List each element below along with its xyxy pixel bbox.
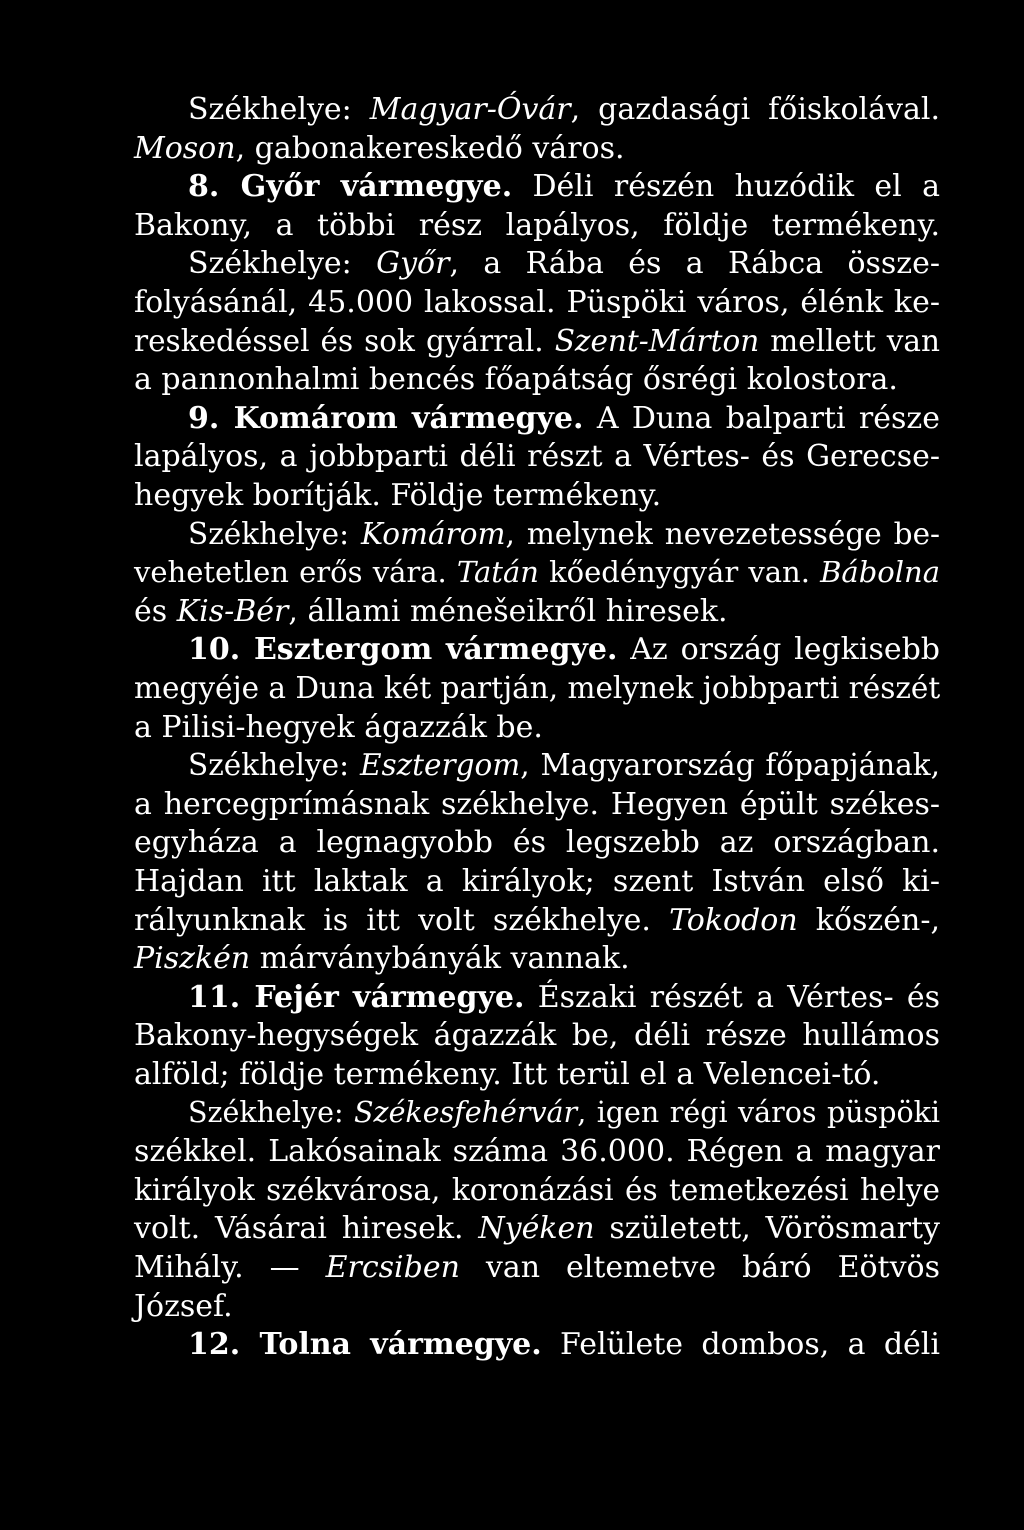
text-run: kőedénygyár van. bbox=[538, 555, 821, 590]
text-line bbox=[134, 941, 940, 981]
text-line bbox=[134, 362, 940, 402]
text-run: Bakony-hegységek ágazzák be, déli része hullámos bbox=[134, 1018, 940, 1054]
text-line bbox=[134, 710, 940, 750]
text-line bbox=[134, 1018, 940, 1058]
place-name: Komárom bbox=[361, 516, 506, 551]
text-run: alföld; földje termékeny. Itt terül el a Velencei-tó. bbox=[134, 1057, 881, 1092]
text-line bbox=[134, 671, 940, 711]
text-run: , a Rába és a Rábca össze- bbox=[449, 246, 940, 282]
place-name: Esztergom bbox=[359, 748, 521, 783]
text-run: Székhelye: bbox=[188, 246, 377, 282]
place-name: Moson bbox=[134, 130, 236, 166]
place-name: Kis-Bér bbox=[176, 593, 289, 629]
text-line bbox=[134, 555, 940, 595]
text-run: rályunknak is itt volt székhelye. bbox=[134, 902, 670, 938]
text-run: székkel. Lakósainak száma 36.000. Régen a magyar bbox=[134, 1134, 940, 1170]
section-heading: 12. Tolna vármegye. bbox=[188, 1327, 542, 1363]
text-run: hegyek borítják. Földje termékeny. bbox=[134, 478, 662, 513]
text-run: Felülete dombos, a déli bbox=[541, 1327, 940, 1363]
text-run: vehetetlen erős vára. bbox=[134, 555, 457, 590]
text-line bbox=[134, 1134, 940, 1174]
text-line bbox=[134, 594, 940, 634]
section-heading: 10. Esztergom vármegye. bbox=[188, 632, 618, 668]
text-line bbox=[134, 1250, 940, 1290]
text-line bbox=[134, 439, 940, 479]
text-run: Az ország legkisebb bbox=[617, 632, 940, 668]
text-run: márványbányák vannak. bbox=[250, 941, 630, 977]
text-line bbox=[188, 1096, 940, 1136]
place-name: Piszkén bbox=[134, 941, 251, 977]
text-line bbox=[188, 632, 940, 672]
text-line bbox=[188, 980, 940, 1020]
text-run: lapályos, a jobbparti déli részt a Vértes- és Gerecse- bbox=[134, 439, 940, 475]
text-run: József. bbox=[134, 1288, 233, 1324]
text-run: királyok székvárosa, koronázási és temetkezési helye bbox=[134, 1172, 940, 1207]
text-line bbox=[134, 1173, 940, 1213]
text-run: megyéje a Duna két partján, melynek jobbparti részét bbox=[134, 671, 941, 705]
text-line bbox=[188, 1327, 940, 1367]
text-run: , melynek nevezetessége be- bbox=[505, 516, 940, 551]
text-line bbox=[134, 825, 940, 865]
text-line bbox=[134, 1211, 940, 1251]
place-name: Tokodon bbox=[669, 902, 798, 938]
text-run: Székhelye: bbox=[188, 516, 362, 551]
text-line bbox=[134, 478, 940, 518]
text-line bbox=[134, 1057, 940, 1097]
text-run: és bbox=[134, 593, 177, 629]
place-name: Székesfehérvár bbox=[354, 1095, 578, 1129]
text-run: volt. Vásárai hiresek. bbox=[134, 1211, 479, 1247]
text-run: a Pilisi-hegyek ágazzák be. bbox=[134, 709, 543, 745]
place-name: Ercsiben bbox=[325, 1250, 460, 1285]
text-run: , állami ménešeikről hiresek. bbox=[288, 593, 728, 629]
text-run: , gabonakereskedő város. bbox=[235, 130, 625, 166]
text-run: Hajdan itt laktak a királyok; szent István első ki- bbox=[134, 864, 940, 899]
text-run: született, Vörösmarty bbox=[594, 1211, 940, 1247]
text-line bbox=[134, 285, 940, 325]
text-run: folyásánál, 45.000 lakossal. Püspöki város, élénk ke- bbox=[134, 285, 940, 320]
text-run: Északi részét a Vértes- és bbox=[524, 979, 940, 1015]
text-run: egyháza a legnagyobb és legszebb az országban. bbox=[134, 825, 940, 861]
place-name: Bábolna bbox=[820, 555, 940, 590]
place-name: Győr bbox=[376, 246, 450, 282]
text-line bbox=[188, 517, 940, 557]
place-name: Szent-Márton bbox=[554, 323, 760, 358]
place-name: Tatán bbox=[456, 555, 539, 590]
text-run: mellett van bbox=[759, 323, 940, 358]
text-run: Székhelye: bbox=[188, 92, 370, 127]
text-line bbox=[188, 92, 940, 132]
text-run: a pannonhalmi bencés főapátság ősrégi kolostora. bbox=[134, 362, 898, 398]
text-run: , igen régi város püspöki bbox=[577, 1095, 940, 1129]
text-line bbox=[188, 401, 940, 441]
text-run: Mihály. — bbox=[134, 1250, 326, 1285]
text-run: van eltemetve báró Eötvös bbox=[459, 1250, 940, 1285]
text-run: , gazdasági főiskolával. bbox=[570, 92, 940, 127]
text-line bbox=[134, 208, 940, 248]
text-run: reskedéssel és sok gyárral. bbox=[134, 323, 555, 358]
text-line bbox=[134, 324, 940, 364]
text-run: Székhelye: bbox=[188, 1095, 355, 1129]
text-line bbox=[188, 169, 940, 209]
text-run: Bakony, a többi rész lapályos, földje termékeny. bbox=[134, 207, 940, 243]
place-name: Magyar-Óvár bbox=[369, 92, 571, 127]
text-line bbox=[134, 131, 940, 171]
section-heading: 8. Győr vármegye. bbox=[188, 169, 513, 205]
section-heading: 11. Fejér vármegye. bbox=[188, 979, 525, 1015]
text-run: Déli részén huzódik el a bbox=[512, 169, 940, 205]
text-run: a hercegprímásnak székhelye. Hegyen épült székes- bbox=[134, 786, 940, 822]
text-run: , Magyarország főpapjának, bbox=[520, 748, 940, 783]
text-run: A Duna balparti része bbox=[583, 400, 940, 436]
text-line bbox=[134, 787, 940, 827]
section-heading: 9. Komárom vármegye. bbox=[188, 400, 584, 436]
text-run: Székhelye: bbox=[188, 748, 360, 783]
text-line bbox=[188, 748, 940, 788]
text-run: kőszén-, bbox=[797, 902, 940, 938]
place-name: Nyéken bbox=[478, 1211, 595, 1247]
text-line bbox=[188, 246, 940, 286]
text-line bbox=[134, 903, 940, 943]
text-line bbox=[134, 1289, 940, 1329]
text-line bbox=[134, 864, 940, 904]
